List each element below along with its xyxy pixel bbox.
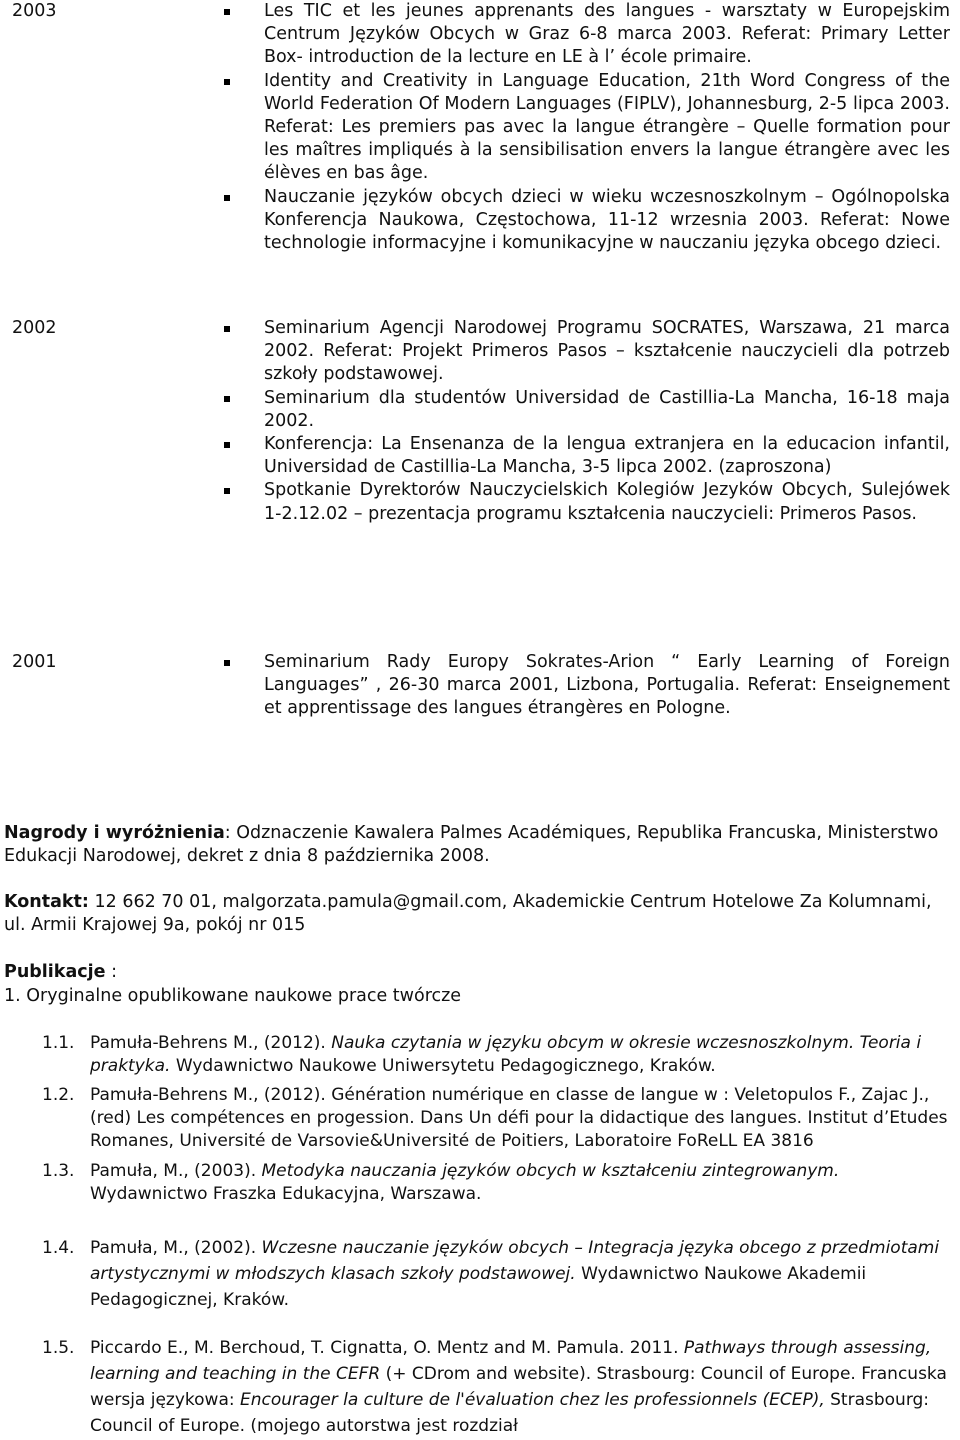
bullet-icon xyxy=(224,396,230,402)
bullet-icon xyxy=(224,9,230,15)
publications-section-title: 1. Oryginalne opublikowane naukowe prace twórcze xyxy=(4,986,462,1006)
contact-label: Kontakt: xyxy=(4,892,89,912)
publication-item: 1.5. Piccardo E., M. Berchoud, T. Cignatta, O. Mentz and M. Pamula. 2011. Pathways through assessing, learning and teaching in the CEFR (+ CDrom and website). Strasbourg: Council of Europe. Francuska wersja językowa: Encourager la culture de l'évaluation chez les professionnels (ECEP), Strasbourg: Council of Europe. (mojego autorstwa jest rozdział xyxy=(42,1338,947,1436)
publication-item: 1.4. Pamuła, M., (2002). Wczesne nauczanie języków obcych – Integracja języka obcego z przedmiotami artystycznymi w młodszych klasach szkoły podstawowej. Wydawnictwo Naukowe Akademii Pedagogicznej, Kraków. xyxy=(42,1238,940,1310)
publication-item: 1.3. Pamuła, M., (2003). Metodyka nauczania języków obcych w kształceniu zintegrowanym. Wydawnictwo Fraszka Edukacyjna, Warszawa. xyxy=(42,1161,840,1204)
year-2002: 2002 xyxy=(12,318,57,338)
contact-paragraph: Kontakt: 12 662 70 01, malgorzata.pamula@gmail.com, Akademickie Centrum Hotelowe Za Kolumnami, ul. Armii Krajowej 9a, pokój nr 015 xyxy=(4,892,932,936)
publication-item: 1.2. Pamuła-Behrens M., (2012). Génération numérique en classe de langue w : Veletopulos F., Zajac J., (red) Les compétences en progession. Dans Un défi pour la didactique des langues. Institut d’Etudes Romanes, Université de Varsovie&Université de Poitiers, Laboratoire FoReLL EA 3816 xyxy=(42,1085,948,1151)
bullet-icon xyxy=(224,79,230,85)
year-2003: 2003 xyxy=(12,1,57,21)
list-item: Seminarium Rady Europy Sokrates-Arion “ Early Learning of Foreign Languages” , 26-30 marca 2001, Lizbona, Portugalia. Referat: Enseignement et apprentissage des langues étrangères en Pologne. xyxy=(224,651,950,721)
list-item: Seminarium Agencji Narodowej Programu SOCRATES, Warszawa, 21 marca 2002. Referat: Projekt Primeros Pasos – kształcenie nauczycieli dla potrzeb szkoły podstawowej. xyxy=(224,317,950,387)
events-2003 xyxy=(224,0,950,255)
list-item: Seminarium dla studentów Universidad de Castillia-La Mancha, 16-18 maja 2002. xyxy=(224,387,950,433)
bullet-icon xyxy=(224,442,230,448)
bullet-icon xyxy=(224,195,230,201)
list-item: Spotkanie Dyrektorów Nauczycielskich Kolegiów Jezyków Obcych, Sulejówek 1-2.12.02 – prezentacja programu kształcenia nauczycieli: Primeros Pasos. xyxy=(224,479,950,525)
bullet-icon xyxy=(224,326,230,332)
year-2001: 2001 xyxy=(12,652,57,672)
bullet-icon xyxy=(224,660,230,666)
publication-item: 1.1. Pamuła-Behrens M., (2012). Nauka czytania w języku obcym w okresie wczesnoszkolnym. Teoria i praktyka. Wydawnictwo Naukowe Uniwersytetu Pedagogicznego, Kraków. xyxy=(42,1033,922,1076)
events-2002 xyxy=(224,317,950,526)
list-item: Identity and Creativity in Language Education, 21th Word Congress of the World Federation Of Modern Languages (FIPLV), Johannesburg, 2-5 lipca 2003. Referat: Les premiers pas avec la langue étrangère – Quelle formation pour les maîtres impliqués à la sensibilisation envers la langue étrangère avec les élèves en bas âge. xyxy=(224,70,950,186)
list-item: Konferencja: La Ensenanza de la lengua extranjera en la educacion infantil, Universidad de Castillia-La Mancha, 3-5 lipca 2002. (zaproszona) xyxy=(224,433,950,479)
bullet-icon xyxy=(224,488,230,494)
awards-label: Nagrody i wyróżnienia xyxy=(4,823,225,843)
list-item: Nauczanie języków obcych dzieci w wieku wczesnoszkolnym – Ogólnopolska Konferencja Naukowa, Częstochowa, 11-12 wrzesnia 2003. Referat: Nowe technologie informacyjne i komunikacyjne w nauczaniu języka obcego dzieci. xyxy=(224,186,950,256)
awards-paragraph: Nagrody i wyróżnienia: Odznaczenie Kawalera Palmes Académiques, Republika Francuska, Ministerstwo Edukacji Narodowej, dekret z dnia 8 października 2008. xyxy=(4,823,939,867)
list-item: Les TIC et les jeunes apprenants des langues - warsztaty w Europejskim Centrum Języków Obcych w Graz 6-8 marca 2003. Referat: Primary Letter Box- introduction de la lecture en LE à l’ école primaire. xyxy=(224,0,950,70)
events-2001 xyxy=(224,651,950,721)
publications-heading: Publikacje : xyxy=(4,962,117,982)
